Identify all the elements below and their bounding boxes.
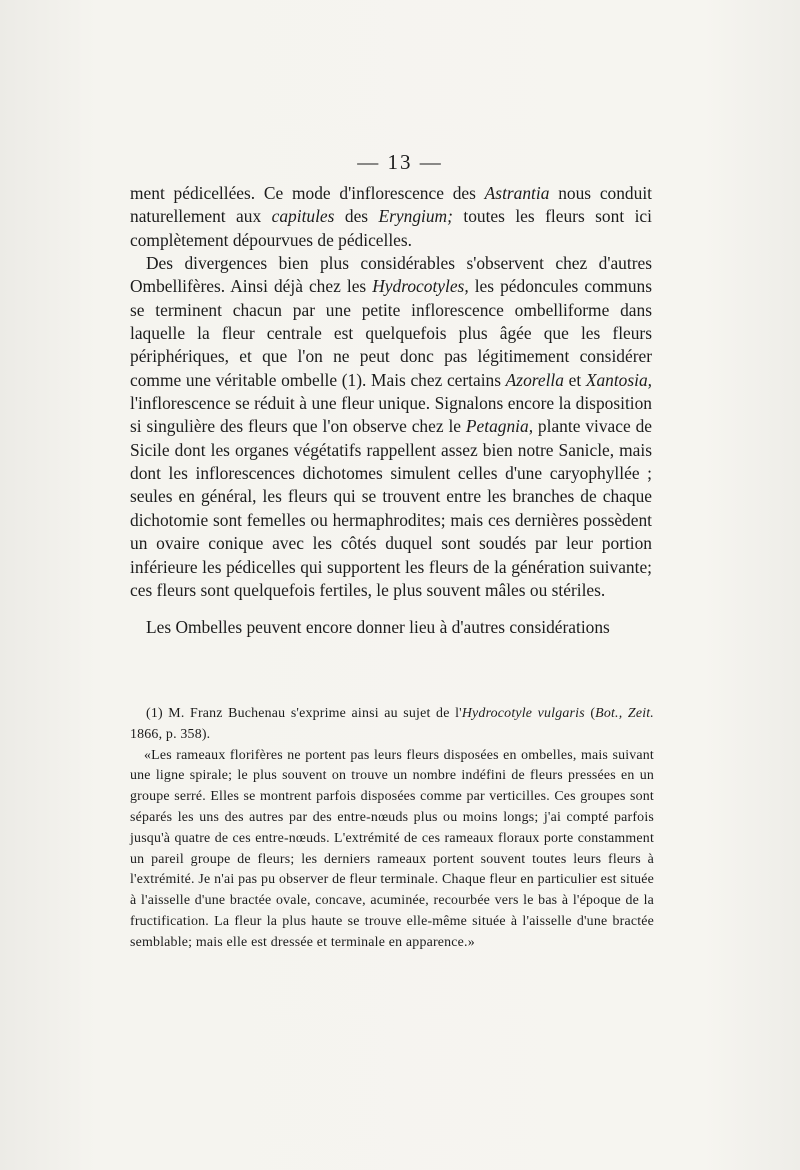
footnote-quote: «Les rameaux florifères ne portent pas leurs fleurs disposées en ombelles, mais suivant une ligne spirale; le plus souvent on trouve un nombre indéfini de fleurs pressées en un groupe serré. Elles se montrent parfois disposées comme par verticilles. Ces groupes sont séparés les uns des autres par des entre-nœuds plus ou moins longs; j'ai compté parfois jusqu'à quatre de ces entre-nœuds. L'extrémité de ces rameaux floraux porte constamment un pareil groupe de fleurs; les derniers rameaux portent souvent toutes leurs fleurs à l'extrémité. Je n'ai pas pu observer de fleur terminale. Chaque fleur en particulier est située à l'aisselle d'une bractée ovale, concave, acuminée, recourbée vers le bas à l'époque de la fructification. La fleur la plus haute se trouve elle-même située à l'aisselle d'une bractée semblable; mais elle est dressée et terminale en apparence.» [130, 747, 654, 950]
paragraph-2 [130, 252, 652, 602]
p2-italic-2: Azorella [505, 369, 564, 390]
p1-italic-3: Eryngium; [378, 206, 453, 227]
fn-text-2: ( [584, 706, 596, 721]
footnote-citation [130, 704, 654, 746]
paragraph-1 [130, 182, 652, 252]
p1-text-4: toutes les fleurs sont ici complètement dépourvues de pédicelles. [130, 206, 652, 250]
p2-italic-3: Xantosia, [585, 369, 653, 390]
p1-italic-1: Astrantia [484, 183, 550, 203]
fn-text-3: 1866, p. 358). [130, 726, 211, 742]
p2-text-4: l'inflorescence se réduit à une fleur unique. Signalons encore la disposition si singulière des fleurs que l'on observe chez le [130, 393, 652, 437]
p1-text-2: nous conduit naturellement aux [130, 183, 652, 227]
p2-text-3: et [563, 369, 586, 390]
p2-italic-1: Hydrocotyles, [372, 276, 469, 297]
fn-text-1: (1) M. Franz Buchenau s'exprime ainsi au sujet de l' [146, 706, 462, 721]
main-text [130, 182, 652, 640]
p2-text-2: les pédoncules communs se terminent chacun par une petite inflorescence ombelliforme dans laquelle la fleur centrale est quelquefois plus âgée que les fleurs périphériques, et que l'on ne peut donc pas légitimement considérer comme une véritable ombelle (1). Mais chez certains [130, 276, 652, 390]
p2-text-1: Des divergences bien plus considérables s'observent chez d'autres Ombellifères. Ainsi déjà chez les [130, 253, 652, 297]
p1-text-3: des [334, 206, 379, 227]
footnote [130, 704, 654, 954]
paragraph-3: Les Ombelles peuvent encore donner lieu à d'autres considérations [146, 617, 610, 638]
p2-italic-4: Petagnia, [465, 416, 534, 437]
fn-italic-2: Bot., Zeit. [595, 706, 654, 721]
p1-italic-2: capitules [271, 206, 335, 227]
fn-italic-1: Hydrocotyle vulgaris [461, 706, 585, 721]
p2-text-5: plante vivace de Sicile dont les organes végétatifs rappellent assez bien notre Sanicle, mais dont les inflorescences dichotomes simulent celles d'une caryophyllée ; seules en général, les fleurs qui se trouvent entre les branches de chaque dichotomie sont femelles ou hermaphrodites; mais ces dernières possèdent un ovaire conique avec les côtés duquel sont soudés par leur portion inférieure les pédicelles qui supportent les fleurs de la génération suivante; ces fleurs sont quelquefois fertiles, le plus souvent mâles ou stériles. [130, 416, 652, 600]
page-number: — 13 — [357, 150, 443, 174]
p1-text-1: ment pédicellées. Ce mode d'inflorescence des [130, 183, 485, 203]
